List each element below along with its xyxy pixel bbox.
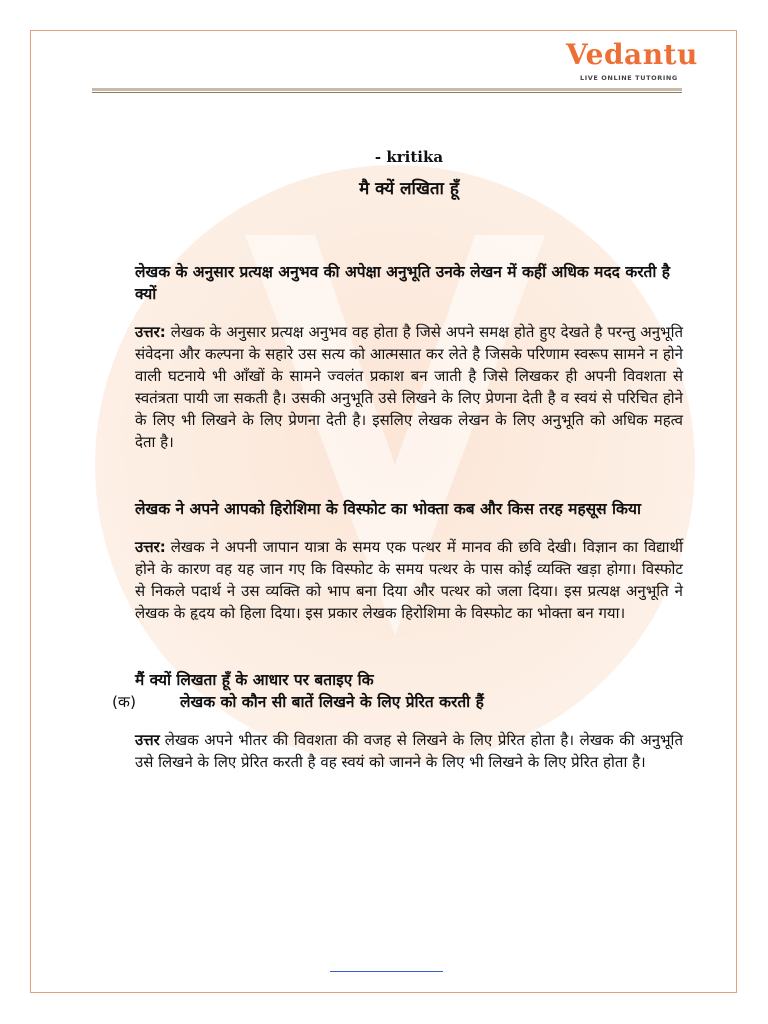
answer-2 (135, 536, 683, 624)
question-3: मैं क्यों लिखता हूँ के आधार पर बताइए कि (135, 671, 374, 689)
answer-label: उत्तर (135, 731, 160, 749)
answer-3 (135, 729, 683, 773)
answer-label: उत्तर: (135, 323, 166, 341)
document-body (112, 140, 683, 773)
question-1: लेखक के अनुसार प्रत्यक्ष अनुभव की अपेक्षा अनुभूति उनके लेखन में कहीं अधिक मदद करती है क्यों (135, 263, 671, 303)
document-title: मै क्यें लखिता हूँ (359, 179, 459, 199)
logo-tagline: LIVE ONLINE TUTORING (580, 74, 678, 82)
vedantu-logo (566, 38, 698, 86)
answer-text: लेखक अपने भीतर की विवशता की वजह से लिखने के लिए प्रेरित होता है। लेखक की अनुभूति उसे लिखने के लिए प्रेरित करती है वह स्वयं को जानने के लिए भी लिखने के लिए प्रेरित होता है। (135, 731, 683, 771)
answer-label: उत्तर: (135, 538, 166, 556)
sub-question (112, 691, 683, 713)
answer-text: लेखक ने अपनी जापान यात्रा के समय एक पत्थर में मानव की छवि देखी। विज्ञान का विद्यार्थी होने के कारण वह यह जान गए कि विस्फोट के समय पत्थर के पास कोई व्यक्ति खड़ा होगा। विस्फोट से निकले पदार्थ ने उस व्यक्ति को भाप बना दिया और पत्थर को जला दिया। इस प्रत्यक्ष अनुभूति ने लेखक के हृदय को हिला दिया। इस प्रकार लेखक हिरोशिमा के विस्फोट का भोक्ता बन गया। (135, 538, 683, 622)
sub-question-number: (क) (112, 693, 136, 711)
footer-rule (330, 971, 443, 972)
sub-question-text: लेखक को कौन सी बातें लिखने के लिए प्रेरित करती हैं (180, 693, 484, 711)
answer-text: लेखक के अनुसार प्रत्यक्ष अनुभव वह होता है जिसे अपने समक्ष होते हुए देखते है परन्तु अनुभूति संवेदना और कल्पना के सहारे उस सत्य को आत्मसात कर लेते है जिसके परिणाम स्वरूप सामने न होने वाली घटनाये भी आँखों के सामने ज्वलंत प्रकाश बन जाती है जिसे लिखकर ही अपनी विवशता से स्वतंत्रता पायी जा सकती है। उसकी अनुभूति उसे लिखने के लिए प्रेणना देती है व स्वयं से परिचित होने के लिए भी लिखने के लिए प्रेणना देती है। इसलिए लेखक लेखन के लिए अनुभूति को अधिक महत्व देता है। (135, 323, 683, 451)
header-rule-thin (92, 92, 682, 93)
header-rule (92, 88, 682, 91)
answer-1 (135, 321, 683, 453)
logo-wordmark: Vedantu (566, 38, 698, 71)
document-subtitle: - kritika (374, 148, 444, 166)
question-2: लेखक ने अपने आपको हिरोशिमा के विस्फोट का भोक्ता कब और किस तरह महसूस किया (135, 500, 641, 518)
